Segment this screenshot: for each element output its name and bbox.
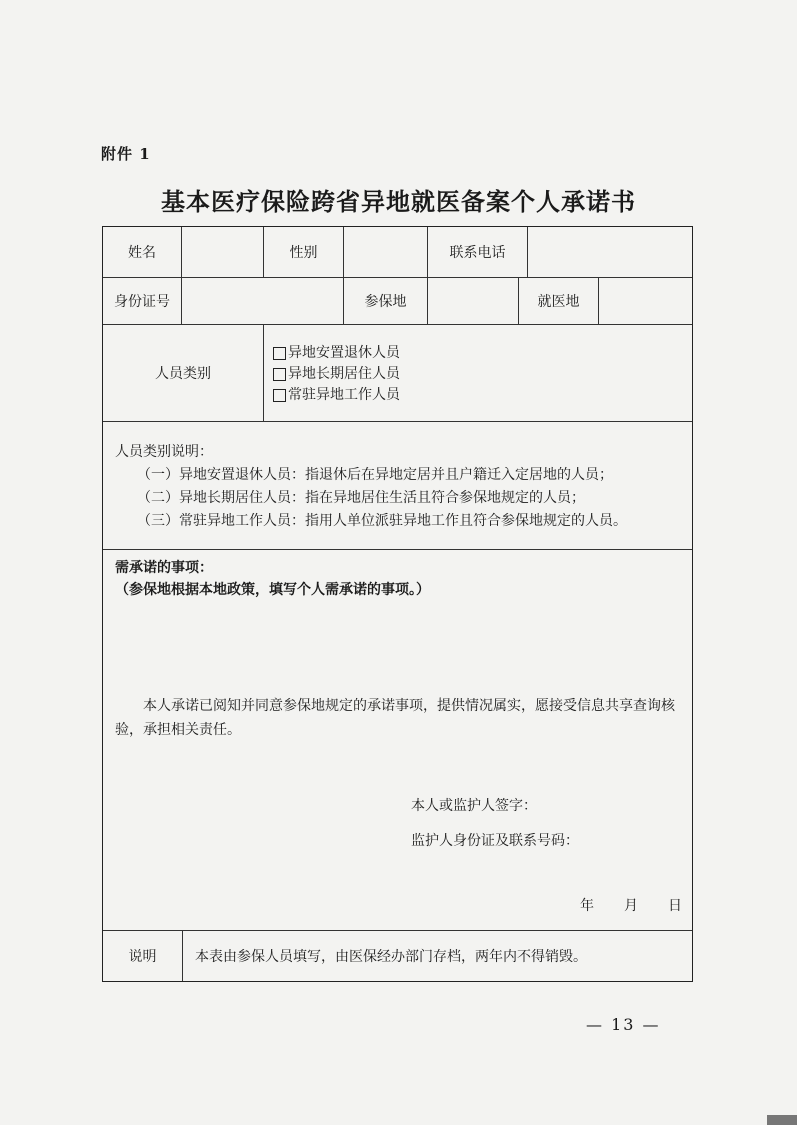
category-explanation bbox=[115, 441, 684, 533]
form-row-category bbox=[103, 325, 692, 422]
form-row-id bbox=[103, 278, 692, 325]
checkbox-icon[interactable] bbox=[273, 389, 286, 402]
treatment-place-label: 就医地 bbox=[519, 278, 599, 324]
form-row-explanation bbox=[103, 422, 692, 550]
form-row-note bbox=[103, 931, 692, 981]
phone-field[interactable] bbox=[528, 227, 692, 277]
phone-label: 联系电话 bbox=[428, 227, 528, 277]
name-field[interactable] bbox=[182, 227, 264, 277]
date-day: 日 bbox=[668, 898, 682, 914]
category-option[interactable]: 异地安置退休人员 bbox=[273, 343, 400, 364]
explanation-item: （三）常驻异地工作人员：指用人单位派驻异地工作且符合参保地规定的人员。 bbox=[137, 513, 627, 529]
signature-label: 本人或监护人签字： bbox=[411, 798, 537, 814]
insured-place-field[interactable] bbox=[428, 278, 519, 324]
explanation-item: （一）异地安置退休人员：指退休后在异地定居并且户籍迁入定居地的人员； bbox=[137, 467, 613, 483]
attachment-label: 附件 1 bbox=[101, 145, 151, 163]
pledge-heading-block bbox=[115, 557, 430, 601]
category-label: 人员类别 bbox=[103, 325, 264, 421]
explanation-item: （二）异地长期居住人员：指在异地居住生活且符合参保地规定的人员； bbox=[137, 490, 585, 506]
category-option[interactable]: 常驻异地工作人员 bbox=[273, 385, 400, 406]
form-row-name bbox=[103, 227, 692, 278]
insured-place-label: 参保地 bbox=[344, 278, 428, 324]
pledge-statement: 本人承诺已阅知并同意参保地规定的承诺事项，提供情况属实，愿接受信息共享查询核验，承担相关责任。 bbox=[115, 698, 675, 738]
treatment-place-field[interactable] bbox=[599, 278, 692, 324]
guardian-id-label: 监护人身份证及联系号码： bbox=[411, 833, 579, 849]
explanation-heading: 人员类别说明： bbox=[115, 444, 213, 460]
category-option[interactable]: 异地长期居住人员 bbox=[273, 364, 400, 385]
category-options bbox=[273, 343, 400, 406]
pledge-form bbox=[102, 226, 693, 982]
document-title: 基本医疗保险跨省异地就医备案个人承诺书 bbox=[161, 187, 636, 216]
pledge-subheading: （参保地根据本地政策，填写个人需承诺的事项。） bbox=[115, 582, 430, 598]
checkbox-icon[interactable] bbox=[273, 368, 286, 381]
gender-label: 性别 bbox=[264, 227, 344, 277]
date-year: 年 bbox=[580, 898, 594, 914]
gender-field[interactable] bbox=[344, 227, 428, 277]
note-text: 本表由参保人员填写，由医保经办部门存档，两年内不得销毁。 bbox=[195, 949, 587, 965]
date-line bbox=[580, 895, 682, 915]
note-label: 说明 bbox=[103, 931, 183, 981]
date-month: 月 bbox=[624, 898, 638, 914]
pledge-heading: 需承诺的事项： bbox=[115, 560, 213, 576]
id-field[interactable] bbox=[182, 278, 344, 324]
id-label: 身份证号 bbox=[103, 278, 182, 324]
name-label: 姓名 bbox=[103, 227, 182, 277]
checkbox-icon[interactable] bbox=[273, 347, 286, 360]
scan-corner-mark bbox=[767, 1115, 797, 1125]
page-number: — 13 — bbox=[586, 1015, 661, 1034]
form-row-pledge bbox=[103, 550, 692, 931]
